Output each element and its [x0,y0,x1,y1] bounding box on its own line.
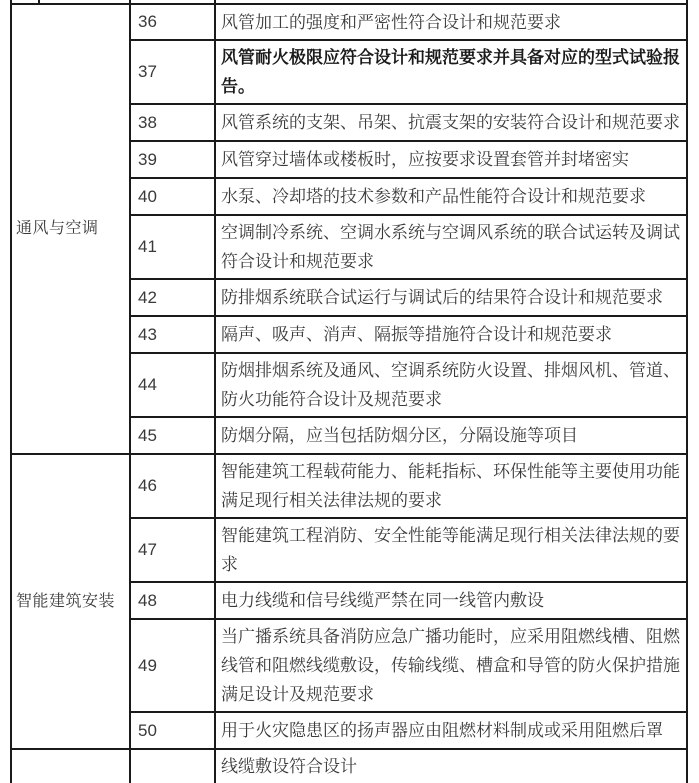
row-number-cell: 39 [130,141,215,178]
category-label: 通风与空调 [16,220,99,237]
category-cell-intelligent-building [11,454,130,749]
row-number-cell: 37 [130,40,215,104]
row-number-cell: 42 [130,279,215,316]
row-content-cell: 风管耐火极限应符合设计和规范要求并具备对应的型式试验报告。 [215,40,687,104]
row-number-cell: 47 [130,518,215,582]
row-content-cell: 隔声、吸声、消声、隔振等措施符合设计和规范要求 [215,316,687,353]
row-content-cell: 风管加工的强度和严密性符合设计和规范要求 [215,4,687,40]
row-number-cell: 43 [130,316,215,353]
row-number-cell: 44 [130,353,215,417]
row-content-cell: 当广播系统具备消防应急广播功能时，应采用阻燃线槽、阻燃线管和阻燃线缆敷设，传输线缆、槽盒和导管的防火保护措施满足设计及规范要求 [215,619,687,712]
row-content-cell [215,749,687,783]
row-number-cell: 41 [130,215,215,279]
row-number-cell: 48 [130,582,215,619]
row-number-cell: 36 [130,4,215,40]
row-number-cell: 50 [130,712,215,749]
row-content-cell: 防烟分隔，应当包括防烟分区，分隔设施等项目 [215,417,687,454]
row-content-cell: 水泵、冷却塔的技术参数和产品性能符合设计和规范要求 [215,178,687,215]
table-row [11,454,687,518]
row-content-cell: 防烟排烟系统及通风、空调系统防火设置、排烟风机、管道、防火功能符合设计及规范要求 [215,353,687,417]
clipped-bottom-row [11,749,687,783]
clipped-text: 线缆敷设符合设计 [221,757,357,776]
row-number-cell: 45 [130,417,215,454]
row-content-cell: 防排烟系统联合试运行与调试后的结果符合设计和规范要求 [215,279,687,316]
row-content-cell: 空调制冷系统、空调水系统与空调风系统的联合试运转及调试符合设计和规范要求 [215,215,687,279]
row-content-cell: 电力线缆和信号线缆严禁在同一线管内敷设 [215,582,687,619]
row-number-cell: 40 [130,178,215,215]
row-content-cell: 风管系统的支架、吊架、抗震支架的安装符合设计和规范要求 [215,104,687,141]
row-number-cell: 49 [130,619,215,712]
inspection-checklist-table [10,0,688,783]
row-content-cell: 用于火灾隐患区的扬声器应由阻燃材料制成或采用阻燃后罩 [215,712,687,749]
row-content-cell: 智能建筑工程载荷能力、能耗指标、环保性能等主要使用功能满足现行相关法律法规的要求 [215,454,687,518]
row-content-cell: 风管穿过墙体或楼板时，应按要求设置套管并封堵密实 [215,141,687,178]
row-number-cell: 46 [130,454,215,518]
row-content-cell: 智能建筑工程消防、安全性能等能满足现行相关法律法规的要求 [215,518,687,582]
table-row [11,4,687,40]
category-label: 智能建筑安装 [16,592,116,610]
row-number-cell: 38 [130,104,215,141]
category-cell-clipped [11,749,130,783]
category-cell-ventilation [11,4,130,454]
row-number-cell [130,749,215,783]
